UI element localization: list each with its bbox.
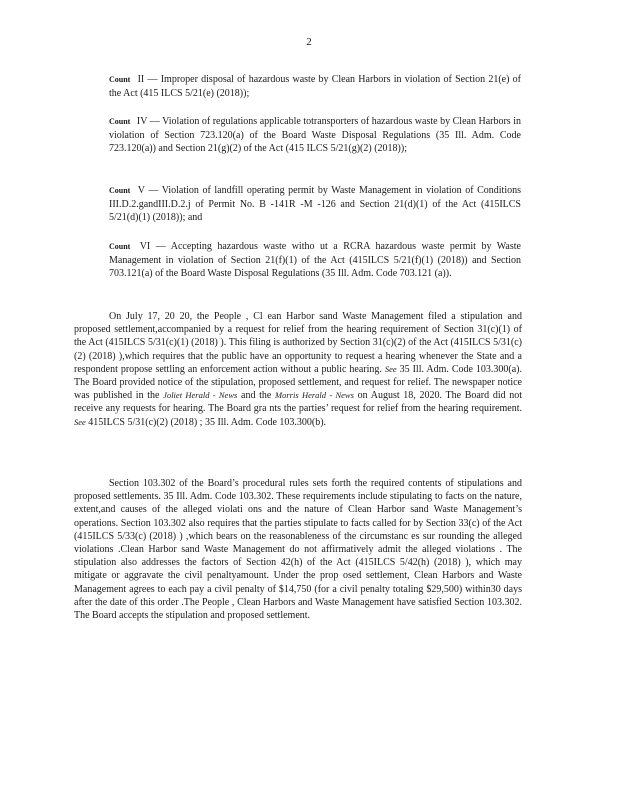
count-text: II — Improper disposal of hazardous waste by Clean Harbors in violation of Section 21(e) of the Act (415 ILCS 5/21(e) (2018)); xyxy=(109,74,521,99)
page-number: 2 xyxy=(306,36,312,48)
newspaper-name: Joliet Herald - News xyxy=(163,390,238,401)
citation-signal: See xyxy=(74,416,86,427)
body-paragraph: Section 103.302 of the Board’s procedural rules sets forth the required contents of stipulations and proposed settlements. 35 Ill. Adm. Code 103.302. These requirements include stipulating to facts on the nature, extent,and causes of the alleged violati ons and the nature of Clean Harbor sand Waste Management’s operations. Section 103.302 also requires that the parties stipulate to facts called for by Section 33(c) of the Act (415ILCS 5/33(c) (2018) ) ,which bears on the reasonableness of the circumstanc es sur rounding the alleged violations .Clean Harbor sand Waste Management do not affirmatively admit the alleged violations . The stipulation also addresses the factors of Section 42(h) of the Act (415ILCS 5/42(h) (2018) ), which may mitigate or aggravate the civil penaltyamount. Under the prop osed settlement, Clean Harbors and Waste Management agrees to each pay a civil penalty of $14,750 (for a civil penalty totaling $29,500) within30 days after the date of this order .The People , Clean Harbors and Waste Management have satisfied Section 103.302. The Board accepts the stipulation and proposed settlement. xyxy=(74,478,522,622)
count-item xyxy=(109,184,521,225)
count-text: VI — Accepting hazardous waste witho ut a RCRA hazardous waste permit by Waste Management in violation of Section 21(f)(1) of the Act (415ILCS 5/21(f)(1) (2018)) and Section 703.121(a) of the Board Waste Disposal Regulations (35 Ill. Adm. Code 703.121 (a)). xyxy=(109,241,521,279)
paragraph-text: 35 Ill. Adm. Code 103.300(a). The Board provided notice of the stipulation, proposed settlement, and request for relief. The newspaper notice was published in the xyxy=(74,363,523,402)
paragraph-text: On July 17, 20 20, the People , Cl ean Harbor sand Waste Management filed a stipulation and proposed settlement,accompanied by a request for relief from the hearing requirement of Section 31(c)(1) of the Act (415ILCS 5/31(c)(1) (2018) ). This filing is authorized by Section 31(c)(2) of the Act (415ILCS 5/31(c)(2) (2018) ),which requires that the public have an opportunity to request a hearing whenever the State and a respondent propose settling an enforcement action without a public hearing. xyxy=(74,311,522,375)
paragraph-text: and the xyxy=(241,390,272,402)
count-text: V — Violation of landfill operating permit by Waste Management in violation of Conditions III.D.2.gandIII.D.2.j of Permit No. B -141R -M -126 and Section 21(d)(1) of the Act (415ILCS 5/21(d)(1) (2018)); and xyxy=(109,185,521,223)
count-item xyxy=(109,240,521,281)
count-label: Count xyxy=(109,186,131,195)
citation-signal: See xyxy=(384,363,397,374)
count-label: Count xyxy=(109,75,131,84)
count-item xyxy=(109,115,521,156)
count-label: Count xyxy=(109,242,131,251)
count-text: IV — Violation of regulations applicable totransporters of hazardous waste by Clean Harbors in violation of Section 723.120(a) of the Board Waste Disposal Regulations (35 Ill. Adm. Code 723.120(a)) and Section 21(g)(2) of the Act (415 ILCS 5/21(g)(2) (2018)); xyxy=(109,116,522,154)
body-paragraph xyxy=(74,310,522,429)
newspaper-name: Morris Herald - News xyxy=(275,390,354,401)
paragraph-text: 415ILCS 5/31(c)(2) (2018) ; 35 Ill. Adm. Code 103.300(b). xyxy=(88,416,327,428)
count-item xyxy=(109,73,521,100)
count-label: Count xyxy=(109,117,131,126)
paragraph-text: on August 18, 2020. The Board did not receive any requests for hearing. The Board gra nts the parties’ request for relief from the hearing requirement. xyxy=(74,390,523,415)
